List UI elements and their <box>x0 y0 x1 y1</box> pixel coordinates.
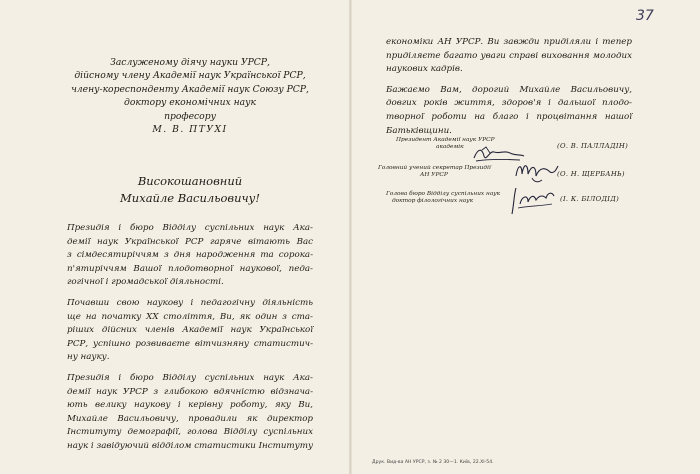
addressee-line: Заслуженому діячу науки УРСР, <box>110 57 270 68</box>
paragraph-wishes <box>386 84 632 138</box>
text-line: Михайле Васильовичу, провадили як директор <box>67 413 313 424</box>
salutation <box>40 173 340 207</box>
text-line: демії наук УРСР з глибокою вдячністю відзнача- <box>67 386 313 397</box>
text-line: Президія і бюро Відділу суспільних наук Ака- <box>67 223 313 233</box>
text-line: демії наук Української РСР гаряче вітають Вас <box>67 236 313 247</box>
text-line: Президія і бюро Відділу суспільних наук Ака- <box>67 372 313 383</box>
signatory-3-title: Голова бюро Відділу суспільних наук доктор філологічних наук <box>386 191 501 205</box>
paragraph-gratitude <box>67 372 313 454</box>
text-line: з сімдесятиріччям з дня народження та сорока- <box>67 250 313 261</box>
paragraph-career <box>67 297 313 365</box>
text-line: ріших дійсних членів Академії наук Української <box>67 325 313 336</box>
text-line: ють велику наукову і керівну роботу, яку Ви, <box>67 400 313 411</box>
printer-imprint: Друк. Вид-ва АН УРСР, з. № 2 30—1. Київ, 22.XI-54. <box>372 460 494 465</box>
addressee-line: професору <box>164 110 216 122</box>
addressee-line: члену-кореспонденту Академії наук Союзу РСР, <box>71 83 309 95</box>
signature-3 <box>504 184 558 218</box>
text-line: Почавши свою наукову і педагогічну діяльність <box>67 297 313 308</box>
signatory-1-title: Президент Академії наук УРСР академік <box>396 137 495 151</box>
signatory-1-name: (О. В. ПАЛЛАДІН) <box>557 142 629 150</box>
signature-2 <box>512 158 560 184</box>
text-line: творної роботи на благо і процвітання нашої <box>386 111 632 122</box>
addressee-name: М. В. ПТУХІ <box>152 124 228 136</box>
text-line: Бажаємо Вам, дорогий Михайле Васильовичу, <box>386 84 632 95</box>
text-line: довгих років життя, здоров'я і дальшої плодо- <box>386 98 632 109</box>
addressee-line: доктору економічних наук <box>124 97 256 109</box>
addressee-line: дійсному члену Академії наук Української РСР, <box>74 70 306 82</box>
text-line: наук і завідуючий відділом статистики Інституту <box>67 440 313 451</box>
text-line: приділяєте багато уваги справі виховання молодих <box>386 50 632 61</box>
text-line: Батьківщини. <box>386 125 452 136</box>
text-line: п'ятиріччям Вашої плодотворної наукової, педа- <box>67 263 313 274</box>
text-line: наукових кадрів. <box>386 64 463 75</box>
text-line: економіки АН УРСР. Ви завжди приділяли і тепер <box>386 37 632 47</box>
letter-body-right <box>386 36 632 145</box>
letter-body-left <box>67 222 313 461</box>
salutation-line-1: Високошановний <box>137 174 243 188</box>
signatory-2-name: (О. Н. ЩЕРБАНЬ) <box>557 170 625 178</box>
text-line: РСР, успішно розвиваєте вітчизняну статистич- <box>67 338 313 349</box>
addressee-block <box>40 56 340 136</box>
text-line: ну науку. <box>67 352 110 363</box>
left-page <box>0 0 349 474</box>
signatory-2-title: Головний учений секретар Президії АН УРСР <box>378 165 491 179</box>
text-line: Інституту демографії, голова Відділу суспільних <box>67 427 313 438</box>
text-line: ще на початку XX століття, Ви, як один з ста- <box>67 311 313 322</box>
salutation-line-2: Михайле Васильовичу! <box>120 191 260 205</box>
paragraph-congratulation <box>67 222 313 290</box>
signatory-3-name: (І. К. БІЛОДІД) <box>560 195 620 203</box>
paragraph-education <box>386 36 632 77</box>
text-line: гогічної і громадської діяльності. <box>67 277 224 288</box>
handwritten-page-number: 37 <box>636 8 654 24</box>
